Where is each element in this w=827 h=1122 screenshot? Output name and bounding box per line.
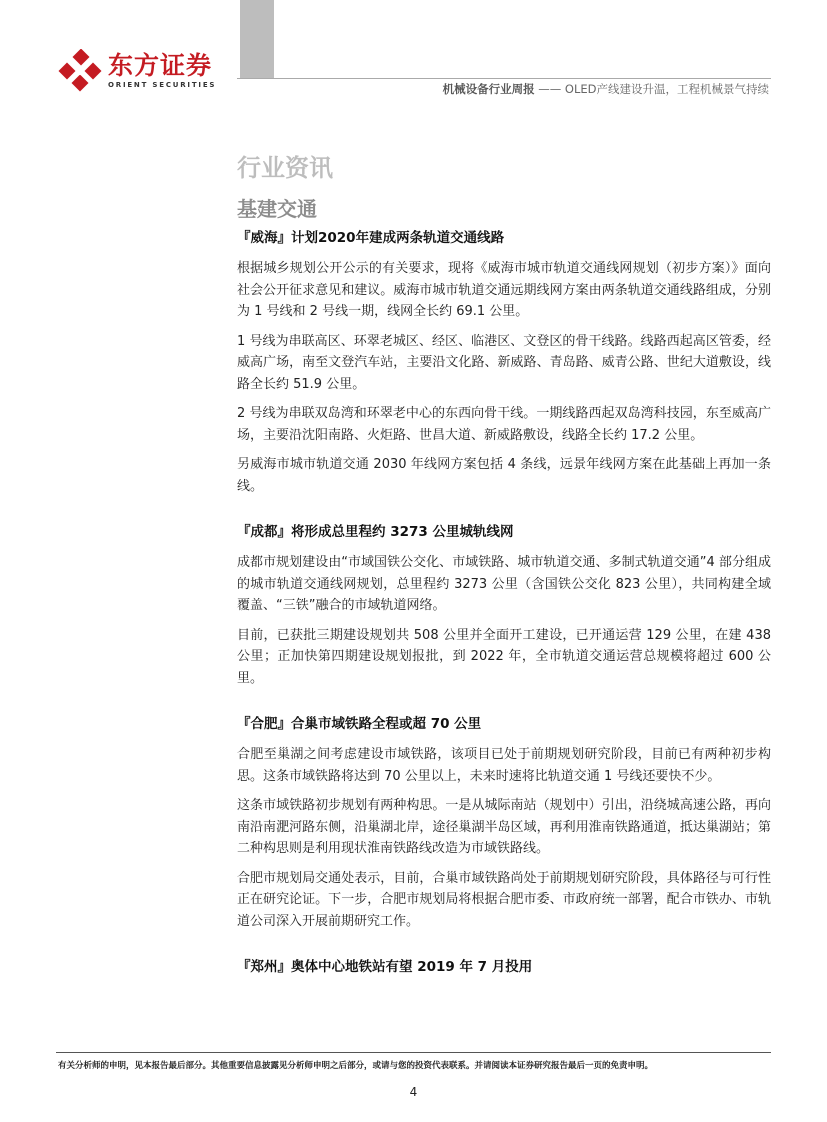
logo-english-name: ORIENT SECURITIES <box>108 81 217 89</box>
article-title: 『合肥』合巢市域铁路全程或超 70 公里 <box>237 716 482 732</box>
article-title: 『威海』计划2020年建成两条轨道交通线路 <box>237 230 505 246</box>
article-zhengzhou <box>237 956 771 978</box>
article-title: 『成都』将形成总里程约 3273 公里城轨线网 <box>237 524 514 540</box>
footer-disclaimer: 有关分析师的申明，见本报告最后部分。其他重要信息披露见分析师申明之后部分，或请与您的投资代表联系。并请阅读本证券研究报告最后一页的免责申明。 <box>58 1061 654 1071</box>
article-paragraph: 目前，已获批三期建设规划共 508 公里并全面开工建设，已开通运营 129 公里，在建 438 公里；正加快第四期建设规划报批，到 2022 年，全市轨道交通运营总规模将超过 600 公里。 <box>237 627 771 686</box>
logo-chinese-name: 东方证券 <box>108 51 213 80</box>
report-separator: —— <box>534 82 565 96</box>
article-paragraph: 合肥市规划局交通处表示，目前，合巢市域铁路尚处于前期规划研究阶段，具体路径与可行性正在研究论证。下一步，合肥市规划局将根据合肥市委、市政府统一部署，配合市铁办、市轨道公司深入开展前期研究工作。 <box>237 870 771 929</box>
article-paragraph: 这条市域铁路初步规划有两种构思。一是从城际南站（规划中）引出，沿绕城高速公路，再向南沿南淝河路东侧，沿巢湖北岸，途径巢湖半岛区域，再利用淮南铁路通道，抵达巢湖站；第二种构思则是利用现状淮南铁路线改造为市域铁路线。 <box>237 798 771 856</box>
report-name: 机械设备行业周报 <box>442 82 535 96</box>
header-decor-bar <box>240 0 274 78</box>
report-header-title <box>443 81 769 97</box>
article-paragraph: 另威海市城市轨道交通 2030 年线网方案包括 4 条线，远景年线网方案在此基础上再加一条线。 <box>237 457 771 494</box>
article-chengdu <box>237 521 771 689</box>
page-number: 4 <box>409 1085 418 1099</box>
article-paragraph: 合肥至巢湖之间考虑建设市域铁路，该项目已处于前期规划研究阶段，目前已有两种初步构思。这条市域铁路将达到 70 公里以上，未来时速将比轨道交通 1 号线还要快不少。 <box>237 747 771 784</box>
footer-divider <box>56 1052 771 1053</box>
article-paragraph: 1 号线为串联高区、环翠老城区、经区、临港区、文登区的骨干线路。线路西起高区管委，经威高广场，南至文登汽车站，主要沿文化路、新威路、青岛路、威青公路、世纪大道敷设，线路全长约 51.9 公里。 <box>237 333 771 392</box>
header-divider <box>237 78 771 79</box>
article-title: 『郑州』奥体中心地铁站有望 2019 年 7 月投用 <box>237 959 533 975</box>
report-subtitle: OLED产线建设升温，工程机械景气持续 <box>564 82 769 96</box>
article-hefei <box>237 713 771 932</box>
orient-securities-logo-icon <box>58 49 102 93</box>
section-subtitle: 基建交通 <box>237 197 317 221</box>
main-content <box>237 151 771 1002</box>
company-logo <box>58 48 216 94</box>
article-weihai <box>237 227 771 497</box>
article-paragraph: 根据城乡规划公开公示的有关要求，现将《威海市城市轨道交通线网规划（初步方案）》面向社会公开征求意见和建议。威海市城市轨道交通远期线网方案由两条轨道交通线路组成，分别为 1 号线和 2 号线一期，线网全长约 69.1 公里。 <box>237 261 771 319</box>
article-paragraph: 成都市规划建设由“市域国铁公交化、市域铁路、城市轨道交通、多制式轨道交通”4 部分组成的城市轨道交通线网规划，总里程约 3273 公里（含国铁公交化 823 公里），共同构建全域覆盖、“三铁”融合的市域轨道网络。 <box>237 555 771 613</box>
section-title: 行业资讯 <box>237 154 333 182</box>
article-paragraph: 2 号线为串联双岛湾和环翠老中心的东西向骨干线。一期线路西起双岛湾科技园，东至威高广场，主要沿沈阳南路、火炬路、世昌大道、新威路敷设，线路全长约 17.2 公里。 <box>237 406 771 443</box>
